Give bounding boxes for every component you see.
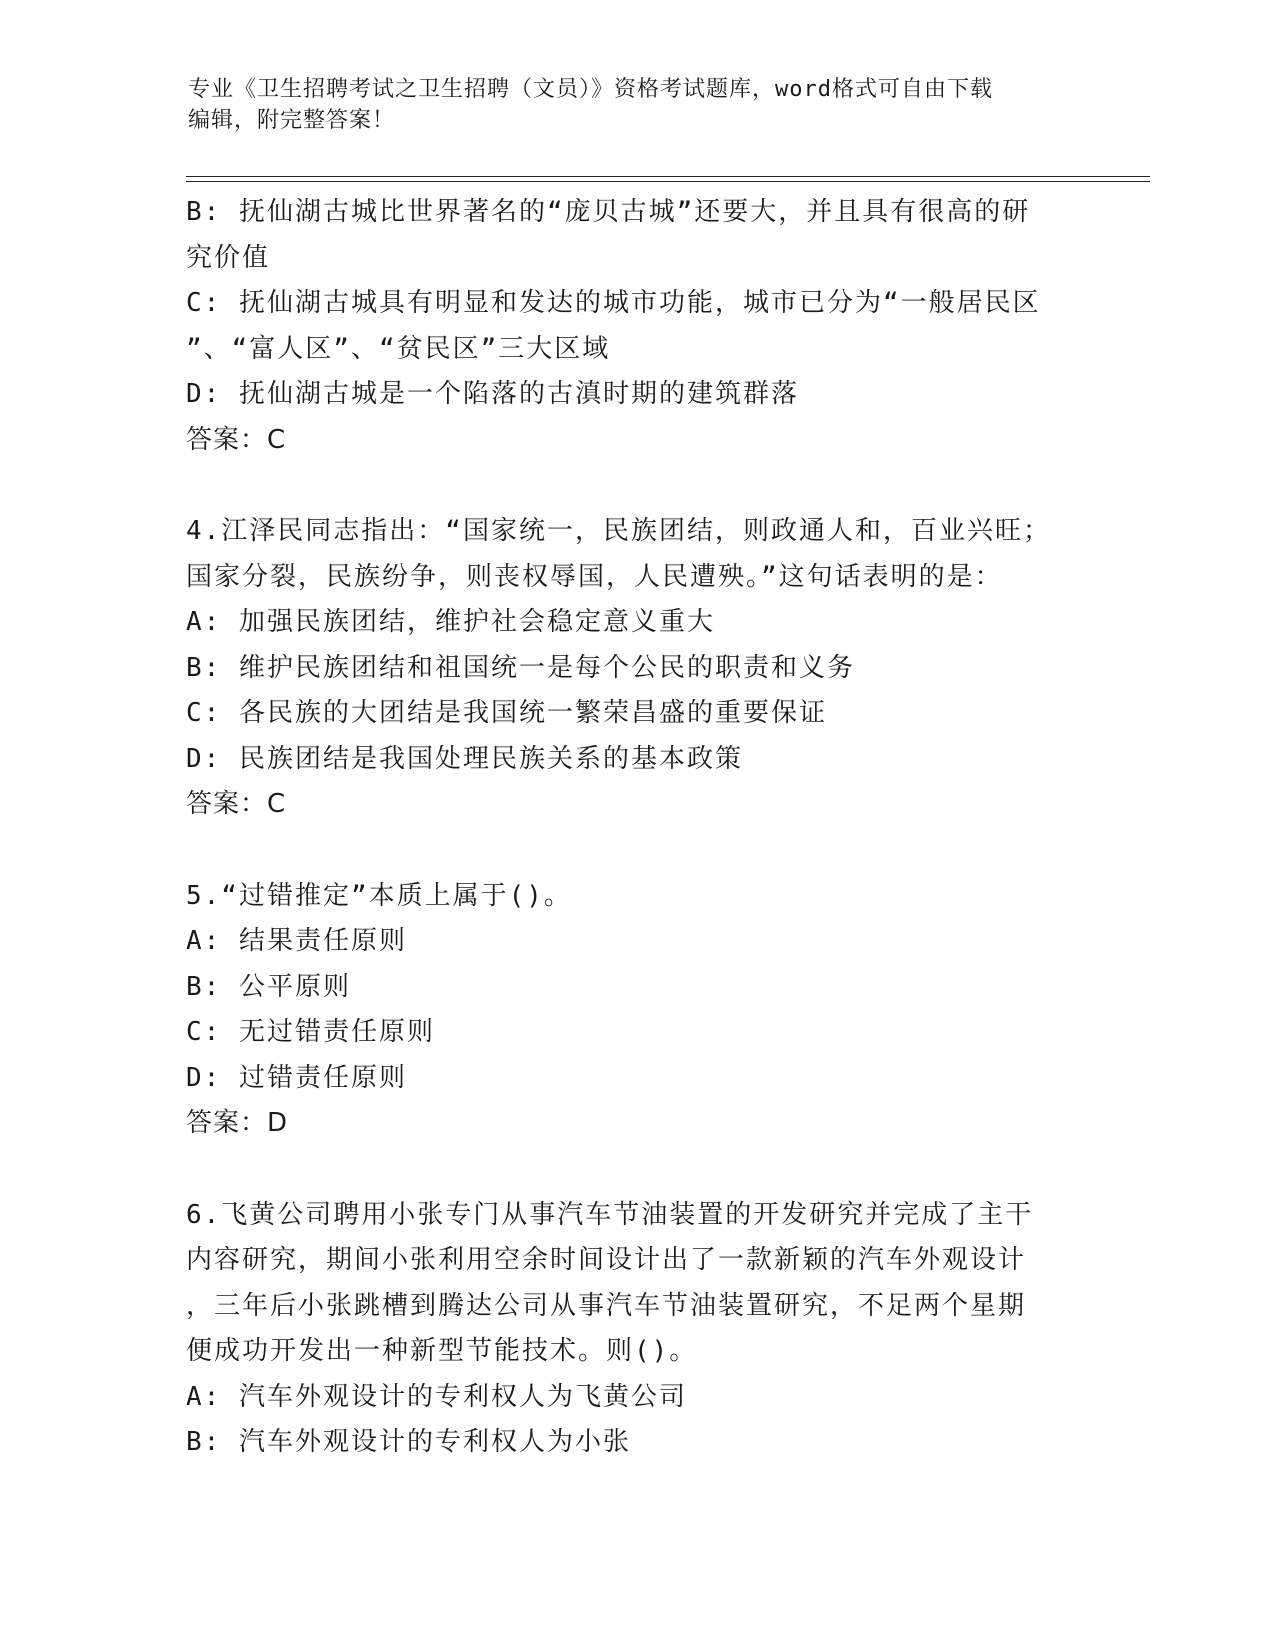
question-stem-line-3: ，三年后小张跳槽到腾达公司从事汽车节油装置研究，不足两个星期 bbox=[186, 1290, 1027, 1321]
option-d: D: 过错责任原则 bbox=[186, 1062, 407, 1093]
option-a: A: 结果责任原则 bbox=[186, 926, 407, 956]
option-c-line-2: ”、“富人区”、“贫民区”三大区域 bbox=[186, 333, 611, 364]
option-c: C: 各民族的大团结是我国统一繁荣昌盛的重要保证 bbox=[186, 698, 827, 728]
option-b: B: 维护民族团结和祖国统一是每个公民的职责和义务 bbox=[186, 652, 855, 683]
question-stem-line-1: 6.飞黄公司聘用小张专门从事汽车节油装置的开发研究并完成了主干 bbox=[186, 1199, 1034, 1230]
question-stem-line-2: 国家分裂，民族纷争，则丧权辱国，人民遭殃。”这句话表明的是： bbox=[186, 561, 1003, 592]
question-5 bbox=[186, 874, 1086, 1147]
question-6 bbox=[186, 1193, 1086, 1466]
question-stem-line-2: 内容研究，期间小张利用空余时间设计出了一款新颖的汽车外观设计 bbox=[186, 1245, 1027, 1275]
answer: 答案：C bbox=[186, 424, 287, 455]
spacer bbox=[186, 1147, 1086, 1193]
document-header bbox=[188, 74, 1068, 136]
spacer bbox=[186, 463, 1086, 509]
document-body bbox=[186, 190, 1086, 1466]
option-a: A: 汽车外观设计的专利权人为飞黄公司 bbox=[186, 1381, 687, 1412]
question-stem-line-4: 便成功开发出一种新型节能技术。则()。 bbox=[186, 1336, 698, 1366]
answer: 答案：D bbox=[186, 1108, 289, 1138]
header-divider-bottom bbox=[186, 181, 1150, 182]
option-d: D: 民族团结是我国处理民族关系的基本政策 bbox=[186, 743, 743, 774]
answer: 答案：C bbox=[186, 789, 287, 819]
question-4 bbox=[186, 509, 1086, 828]
option-c-line-1: C: 抚仙湖古城具有明显和发达的城市功能，城市已分为“一般居民区 bbox=[186, 288, 1041, 318]
spacer bbox=[186, 828, 1086, 874]
question-stem: 5.“过错推定”本质上属于()。 bbox=[186, 880, 572, 911]
header-line-1: 专业《卫生招聘考试之卫生招聘（文员）》资格考试题库，word格式可自由下载 bbox=[188, 77, 993, 102]
option-d: D: 抚仙湖古城是一个陷落的古滇时期的建筑群落 bbox=[186, 379, 799, 409]
option-b: B: 公平原则 bbox=[186, 971, 351, 1002]
question-3 bbox=[186, 190, 1086, 463]
option-b: B: 汽车外观设计的专利权人为小张 bbox=[186, 1427, 631, 1457]
header-line-2: 编辑，附完整答案！ bbox=[188, 108, 396, 133]
option-a: A: 加强民族团结，维护社会稳定意义重大 bbox=[186, 607, 715, 637]
header-divider-top bbox=[186, 176, 1150, 177]
option-b-line-2: 究价值 bbox=[186, 242, 271, 273]
option-b-line-1: B: 抚仙湖古城比世界著名的“庞贝古城”还要大，并且具有很高的研 bbox=[186, 197, 1031, 227]
option-c: C: 无过错责任原则 bbox=[186, 1017, 435, 1047]
question-stem-line-1: 4.江泽民同志指出：“国家统一，民族团结，则政通人和，百业兴旺； bbox=[186, 516, 1051, 546]
